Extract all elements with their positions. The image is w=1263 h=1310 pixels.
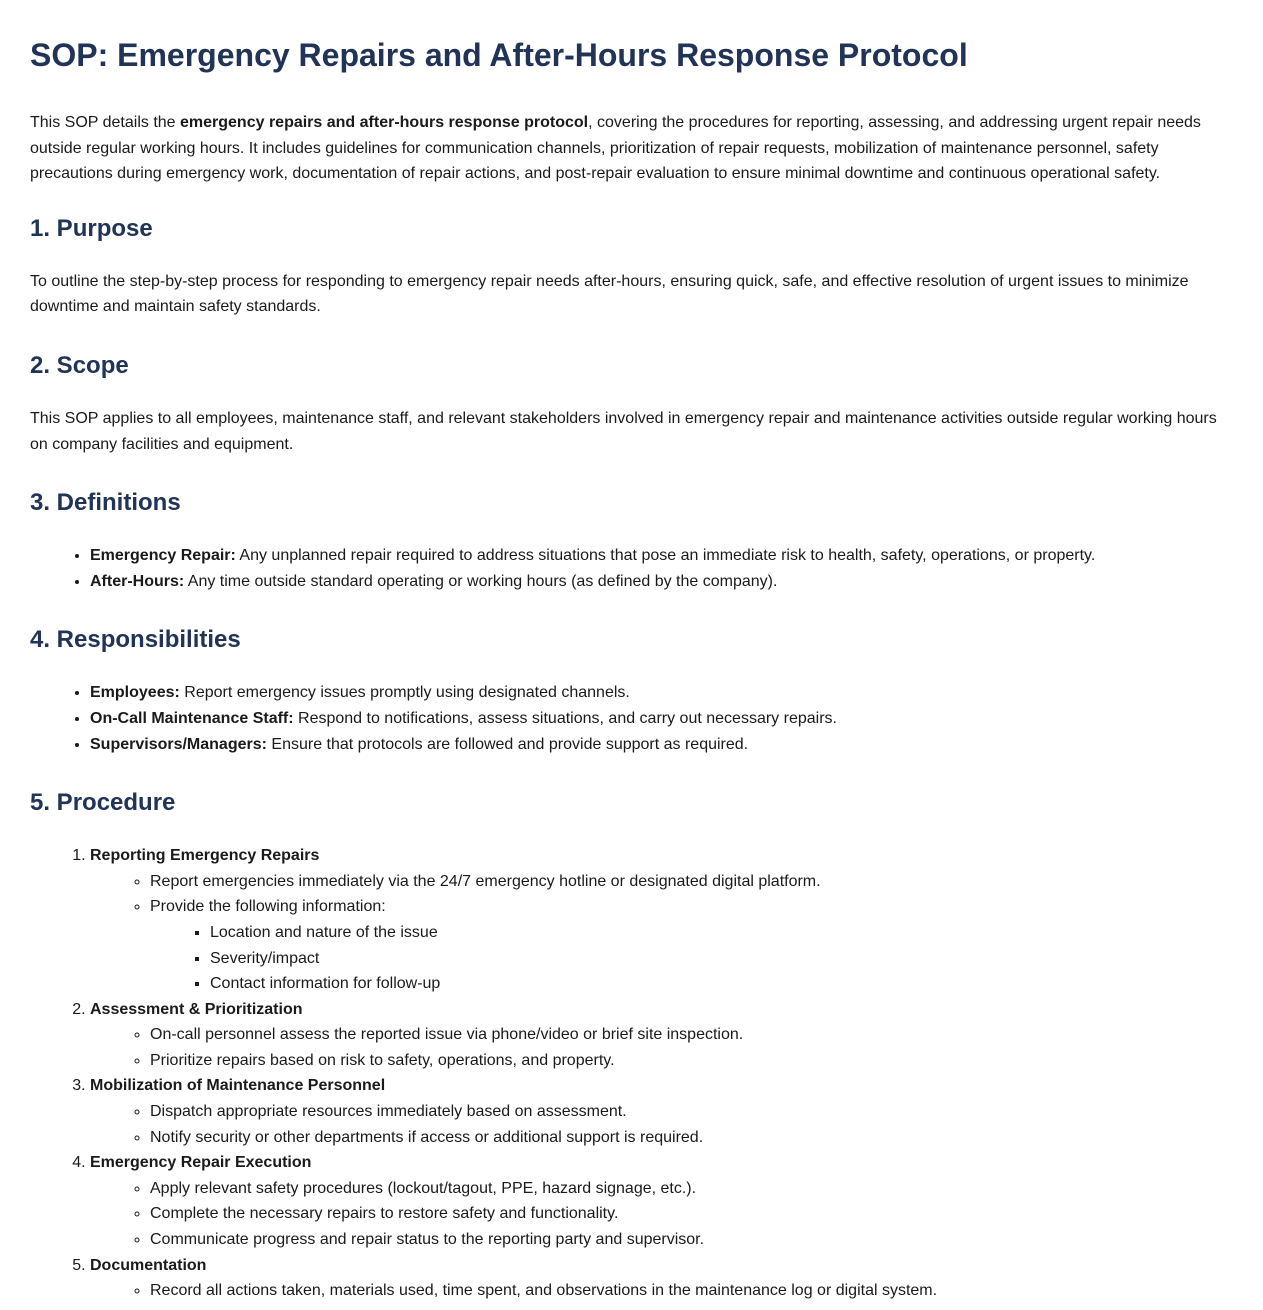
list-item (90, 569, 1233, 595)
intro-bold: emergency repairs and after-hours response protocol (180, 114, 589, 131)
step-title: Documentation (90, 1256, 207, 1274)
responsibility-role: Employees: (90, 684, 180, 702)
definitions-list (30, 543, 1233, 594)
definition-term: Emergency Repair: (90, 547, 236, 565)
step-substeps (90, 1022, 1233, 1073)
procedure-step (90, 1253, 1233, 1304)
step-substeps (90, 1176, 1233, 1253)
scope-text: This SOP applies to all employees, maintenance staff, and relevant stakeholders involved in emergency repair and maintenance activities outside regular working hours on company facilities and equipment. (30, 409, 1217, 453)
responsibility-role: On-Call Maintenance Staff: (90, 709, 294, 727)
list-item: ◦ Notify security or other departments if access or additional support is required. (150, 1125, 1233, 1151)
list-item (90, 732, 1233, 758)
list-item-text: Provide the following information: (150, 898, 386, 916)
purpose-text: To outline the step-by-step process for responding to emergency repair needs after-hours, ensuring quick, safe, and effective resolution of urgent issues to minimize downtime and maintain safety standards. (30, 272, 1189, 316)
step-title: Emergency Repair Execution (90, 1154, 312, 1172)
step-substeps (90, 1099, 1233, 1150)
list-item: ◦ Apply relevant safety procedures (lockout/tagout, PPE, hazard signage, etc.). (150, 1176, 1233, 1202)
definition-desc: Any time outside standard operating or working hours (as defined by the company). (184, 572, 778, 590)
list-item: ◦ Communicate progress and repair status to the reporting party and supervisor. (150, 1227, 1233, 1253)
list-item (90, 543, 1233, 569)
list-item: ▪ Severity/impact (210, 946, 1233, 972)
list-item: ◦ Record all actions taken, materials used, time spent, and observations in the maintenance log or digital system. (150, 1278, 1233, 1304)
step-title: Assessment & Prioritization (90, 1000, 303, 1018)
purpose-heading: 1. Purpose (30, 214, 153, 242)
list-item: ◦ Complete the necessary repairs to restore safety and functionality. (150, 1201, 1233, 1227)
list-item: ◦ On-call personnel assess the reported issue via phone/video or brief site inspection. (150, 1022, 1233, 1048)
procedure-steps (30, 843, 1233, 1304)
step-title: Reporting Emergency Repairs (90, 847, 320, 865)
procedure-step (90, 1150, 1233, 1252)
list-item (90, 680, 1233, 706)
definition-desc: Any unplanned repair required to address situations that pose an immediate risk to health, safety, operations, or property. (235, 547, 1096, 565)
responsibility-desc: Ensure that protocols are followed and provide support as required. (266, 735, 749, 753)
step-substeps (90, 869, 1233, 997)
list-item: ◦ Report emergencies immediately via the 24/7 emergency hotline or designated digital platform. (150, 869, 1233, 895)
definitions-heading: 3. Definitions (30, 489, 181, 517)
procedure-step (90, 843, 1233, 997)
page-title: SOP: Emergency Repairs and After-Hours Response Protocol (30, 37, 968, 73)
definition-term: After-Hours: (90, 572, 185, 590)
list-item: ◦ Dispatch appropriate resources immediately based on assessment. (150, 1099, 1233, 1125)
step-title: Mobilization of Maintenance Personnel (90, 1077, 386, 1095)
responsibilities-heading: 4. Responsibilities (30, 626, 241, 654)
procedure-heading: 5. Procedure (30, 789, 176, 817)
list-item: ▪ Contact information for follow-up (210, 971, 1233, 997)
responsibility-desc: Report emergency issues promptly using designated channels. (179, 684, 630, 702)
intro-prefix: This SOP details the (30, 114, 180, 131)
responsibilities-list (30, 680, 1233, 757)
list-item (90, 706, 1233, 732)
intro-paragraph (30, 110, 1233, 187)
scope-heading: 2. Scope (30, 351, 129, 379)
info-list (150, 920, 1233, 997)
intro-suffix: , covering the procedures for reporting, assessing, and addressing urgent repair needs outside regular working hours. It includes guidelines for communication channels, prioritization of repair requests, mobilization of maintenance personnel, safety precautions during emergency work, documentation of repair actions, and post-repair evaluation to ensure minimal downtime and continuous operational safety. (30, 114, 1201, 183)
list-item (150, 894, 1233, 996)
step-substeps (90, 1278, 1233, 1304)
responsibility-desc: Respond to notifications, assess situations, and carry out necessary repairs. (293, 709, 837, 727)
list-item: ◦ Prioritize repairs based on risk to safety, operations, and property. (150, 1048, 1233, 1074)
procedure-step (90, 1073, 1233, 1150)
procedure-step (90, 997, 1233, 1074)
responsibility-role: Supervisors/Managers: (90, 735, 267, 753)
list-item: ▪ Location and nature of the issue (210, 920, 1233, 946)
